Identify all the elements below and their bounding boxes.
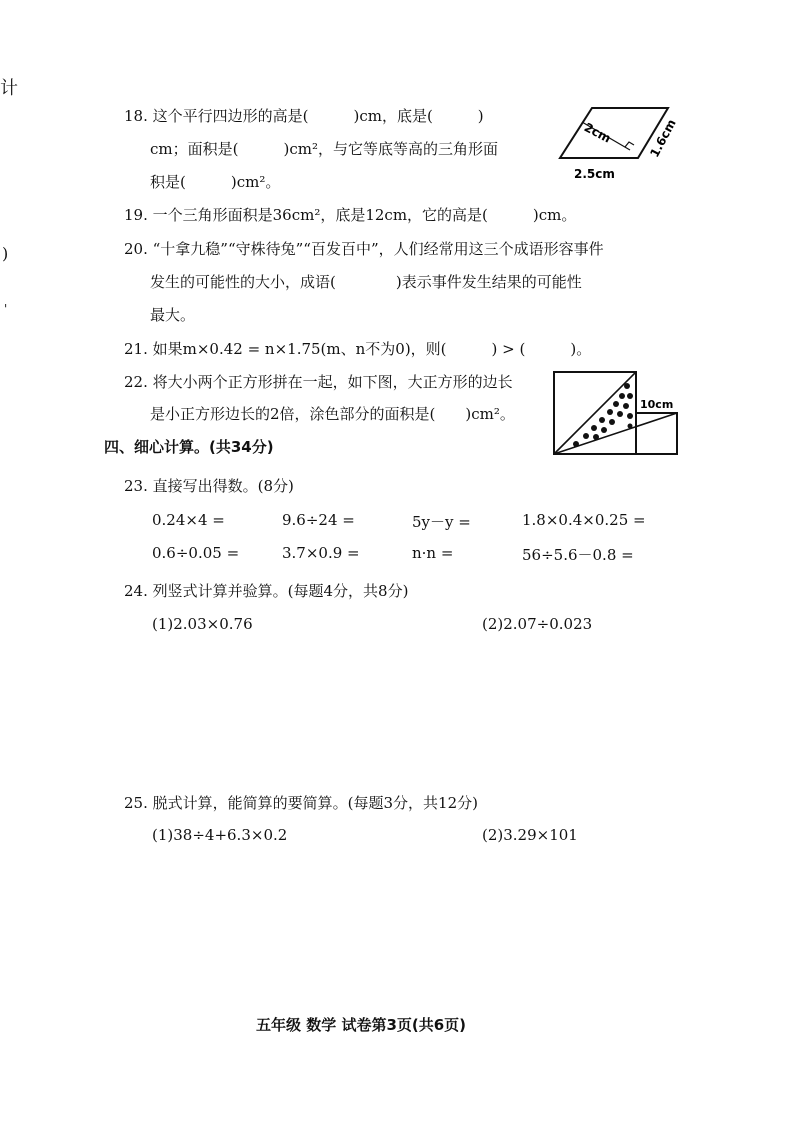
fig-label-base: 2.5cm — [574, 167, 615, 181]
q18-line1: 18. 这个平行四边形的高是( )cm，底是( ) — [124, 107, 484, 125]
q23-item-2: 9.6÷24 = — [282, 511, 355, 529]
q23-item-7: n·n = — [412, 544, 454, 562]
q23-item-1: 0.24×4 = — [152, 511, 225, 529]
section4-heading: 四、细心计算。(共34分) — [104, 438, 274, 456]
q24-part1: (1)2.03×0.76 — [152, 615, 253, 633]
squares-figure — [552, 370, 678, 456]
q23-item-8: 56÷5.6－0.8 = — [522, 546, 634, 564]
fig-label-height: 1.6cm — [647, 116, 679, 160]
q20-line2: 发生的可能性的大小，成语( )表示事件发生结果的可能性 — [150, 273, 582, 291]
q22-line2: 是小正方形边长的2倍，涂色部分的面积是( )cm²。 — [150, 405, 515, 423]
q22-line1: 22. 将大小两个正方形拼在一起，如下图，大正方形的边长 — [124, 373, 513, 391]
margin-mark-top: 计 — [0, 78, 18, 99]
margin-mark-mid: ) — [2, 244, 9, 263]
q25-part2: (2)3.29×101 — [482, 826, 578, 844]
q20-line1: 20. “十拿九稳”“守株待兔”“百发百中”，人们经常用这三个成语形容事件 — [124, 240, 604, 258]
q24-part2: (2)2.07÷0.023 — [482, 615, 593, 633]
q23-title: 23. 直接写出得数。(8分) — [124, 477, 294, 495]
q23-item-4: 1.8×0.4×0.25 = — [522, 511, 646, 529]
q23-item-3: 5y－y = — [412, 513, 471, 531]
fig-label-10cm: 10cm — [640, 398, 674, 411]
q24-title: 24. 列竖式计算并验算。(每题4分，共8分) — [124, 582, 409, 600]
page-footer: 五年级 数学 试卷第3页(共6页) — [256, 1016, 467, 1034]
q18-line3: 积是( )cm²。 — [150, 173, 281, 191]
q23-item-5: 0.6÷0.05 = — [152, 544, 240, 562]
q18-line2: cm；面积是( )cm²，与它等底等高的三角形面 — [150, 140, 498, 158]
q21: 21. 如果m×0.42 = n×1.75(m、n不为0)，则( ) > ( )。 — [124, 340, 592, 358]
q20-line3: 最大。 — [150, 306, 196, 324]
q25-part1: (1)38÷4+6.3×0.2 — [152, 826, 288, 844]
q19: 19. 一个三角形面积是36cm²，底是12cm，它的高是( )cm。 — [124, 206, 577, 224]
parallelogram-figure — [550, 100, 680, 190]
fig-label-slant: 2cm — [581, 120, 614, 146]
q23-item-6: 3.7×0.9 = — [282, 544, 360, 562]
margin-mark-low: ' — [4, 302, 8, 316]
q25-title: 25. 脱式计算，能简算的要简算。(每题3分，共12分) — [124, 794, 478, 812]
